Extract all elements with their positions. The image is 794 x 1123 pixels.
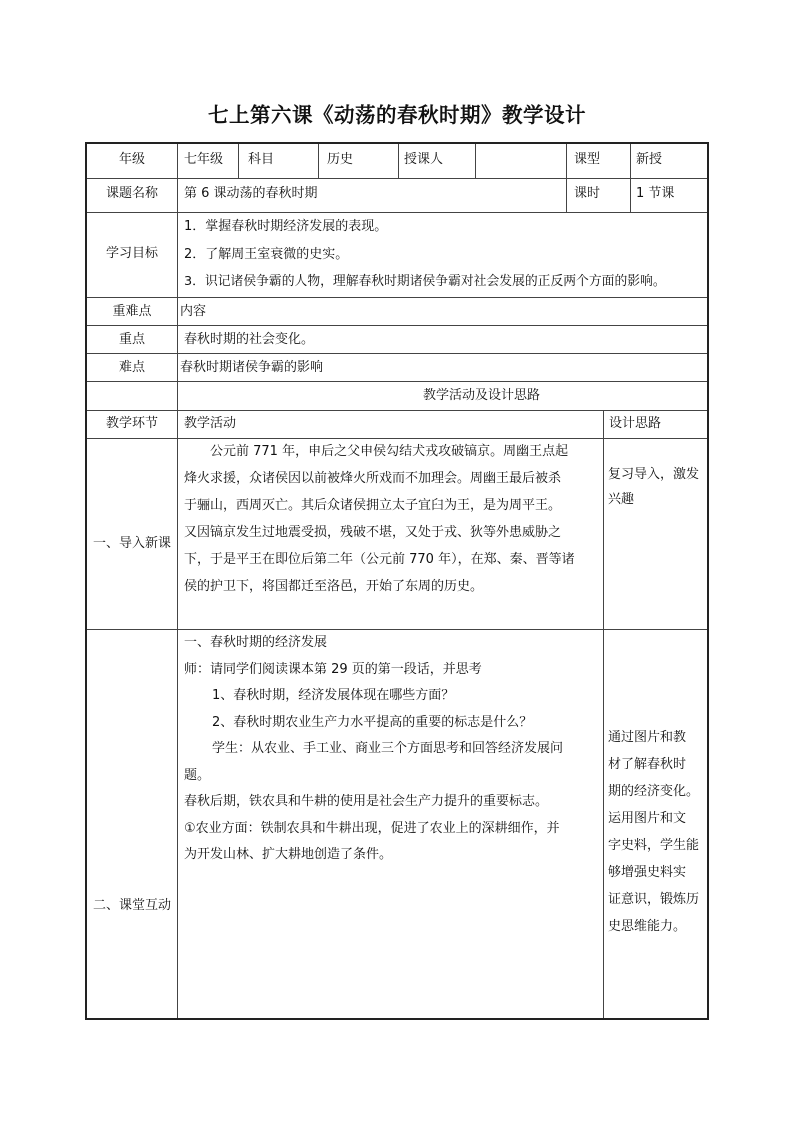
difficult-point-value: 春秋时期诸侯争霸的影响 bbox=[180, 360, 324, 375]
text-line: ①农业方面：铁制农具和牛耕出现，促进了农业上的深耕细作，并 bbox=[184, 820, 560, 836]
teacher-label: 授课人 bbox=[404, 152, 444, 167]
text-line: 证意识，锻炼历 bbox=[608, 892, 700, 907]
text-line: 字史料，学生能 bbox=[608, 838, 700, 853]
topic-value: 第 6 课动荡的春秋时期 bbox=[184, 186, 318, 201]
key-difficult-value: 内容 bbox=[180, 304, 207, 319]
col-divider bbox=[398, 144, 399, 178]
course-type-value: 新授 bbox=[636, 152, 663, 167]
column-idea: 设计思路 bbox=[609, 416, 662, 431]
intro-activity-text bbox=[184, 438, 602, 600]
text-line: 材了解春秋时 bbox=[608, 757, 687, 772]
class-hours-label: 课时 bbox=[574, 186, 601, 201]
topic-label: 课题名称 bbox=[105, 186, 158, 201]
row-divider bbox=[87, 325, 707, 326]
subject-label: 科目 bbox=[248, 152, 275, 167]
col-divider bbox=[318, 144, 319, 178]
column-step: 教学环节 bbox=[105, 416, 158, 431]
text-line: 运用图片和文 bbox=[608, 811, 687, 826]
col-divider bbox=[475, 144, 476, 178]
row-divider bbox=[87, 297, 707, 298]
activities-heading: 教学活动及设计思路 bbox=[423, 388, 541, 403]
text-line: 一、春秋时期的经济发展 bbox=[184, 635, 328, 650]
text-line: 春秋后期，铁农具和牛耕的使用是社会生产力提升的重要标志。 bbox=[184, 794, 549, 809]
row-divider bbox=[87, 381, 707, 382]
lesson-plan-table bbox=[85, 142, 709, 1020]
text-line: 为开发山林、扩大耕地创造了条件。 bbox=[184, 847, 393, 862]
course-type-label: 课型 bbox=[574, 152, 601, 167]
interaction-design-idea bbox=[608, 724, 706, 940]
text-line: 通过图片和教 bbox=[608, 730, 687, 745]
text-line: 2、春秋时期农业生产力水平提高的重要的标志是什么？ bbox=[212, 714, 533, 730]
grade-value: 七年级 bbox=[184, 152, 224, 167]
key-difficult-label: 重难点 bbox=[112, 304, 152, 319]
key-point-value: 春秋时期的社会变化。 bbox=[184, 332, 315, 347]
col-divider bbox=[630, 144, 631, 212]
text-line: 又因镐京发生过地震受损，残破不堪，又处于戎、狄等外患威胁之 bbox=[184, 525, 562, 540]
col-divider bbox=[603, 410, 604, 1018]
text-line: 于骊山，西周灭亡。其后众诸侯拥立太子宜臼为王，是为周平王。 bbox=[184, 498, 562, 513]
section-step-interaction: 二、课堂互动 bbox=[92, 898, 171, 913]
key-point-label: 重点 bbox=[118, 332, 145, 347]
goal-item: 2．了解周王室衰微的史实。 bbox=[184, 247, 349, 262]
section-step-intro: 一、导入新课 bbox=[92, 536, 171, 551]
text-line: 公元前 771 年，申后之父申侯勾结犬戎攻破镐京。周幽王点起 bbox=[210, 444, 569, 459]
intro-design-idea bbox=[608, 462, 706, 512]
text-line: 期的经济变化。 bbox=[608, 784, 700, 799]
row-divider bbox=[87, 410, 707, 411]
text-line: 题。 bbox=[184, 767, 211, 783]
col-divider bbox=[238, 144, 239, 178]
document-title: 七上第六课《动荡的春秋时期》教学设计 bbox=[208, 103, 586, 127]
column-activity: 教学活动 bbox=[184, 416, 237, 431]
row-divider bbox=[87, 178, 707, 179]
text-line: 够增强史料实 bbox=[608, 865, 687, 880]
text-line: 烽火求援，众诸侯因以前被烽火所戏而不加理会。周幽王最后被杀 bbox=[184, 471, 562, 486]
difficult-point-label: 难点 bbox=[118, 360, 145, 375]
goal-item: 1．掌握春秋时期经济发展的表现。 bbox=[184, 219, 388, 234]
goals-label: 学习目标 bbox=[105, 246, 158, 261]
row-divider bbox=[87, 353, 707, 354]
grade-label: 年级 bbox=[118, 152, 145, 167]
text-line: 师：请同学们阅读课本第 29 页的第一段话，并思考 bbox=[184, 661, 482, 677]
subject-value: 历史 bbox=[327, 152, 354, 167]
col-divider bbox=[566, 144, 567, 212]
text-line: 下，于是平王在即位后第二年（公元前 770 年），在郑、秦、晋等诸 bbox=[184, 552, 575, 567]
text-line: 1、春秋时期，经济发展体现在哪些方面？ bbox=[212, 688, 455, 703]
text-line: 史思维能力。 bbox=[608, 919, 687, 934]
text-line: 侯的护卫下，将国都迁至洛邑，开始了东周的历史。 bbox=[184, 579, 484, 594]
col-divider bbox=[177, 410, 178, 1018]
text-line: 兴趣 bbox=[608, 492, 635, 507]
row-divider bbox=[87, 212, 707, 213]
class-hours-value: 1 节课 bbox=[636, 186, 675, 201]
goal-item: 3．识记诸侯争霸的人物，理解春秋时期诸侯争霸对社会发展的正反两个方面的影响。 bbox=[184, 274, 666, 289]
col-divider bbox=[177, 144, 178, 410]
text-line: 复习导入，激发 bbox=[608, 467, 700, 482]
interaction-activity-text bbox=[184, 630, 602, 869]
text-line: 学生：从农业、手工业、商业三个方面思考和回答经济发展问 bbox=[212, 741, 564, 756]
